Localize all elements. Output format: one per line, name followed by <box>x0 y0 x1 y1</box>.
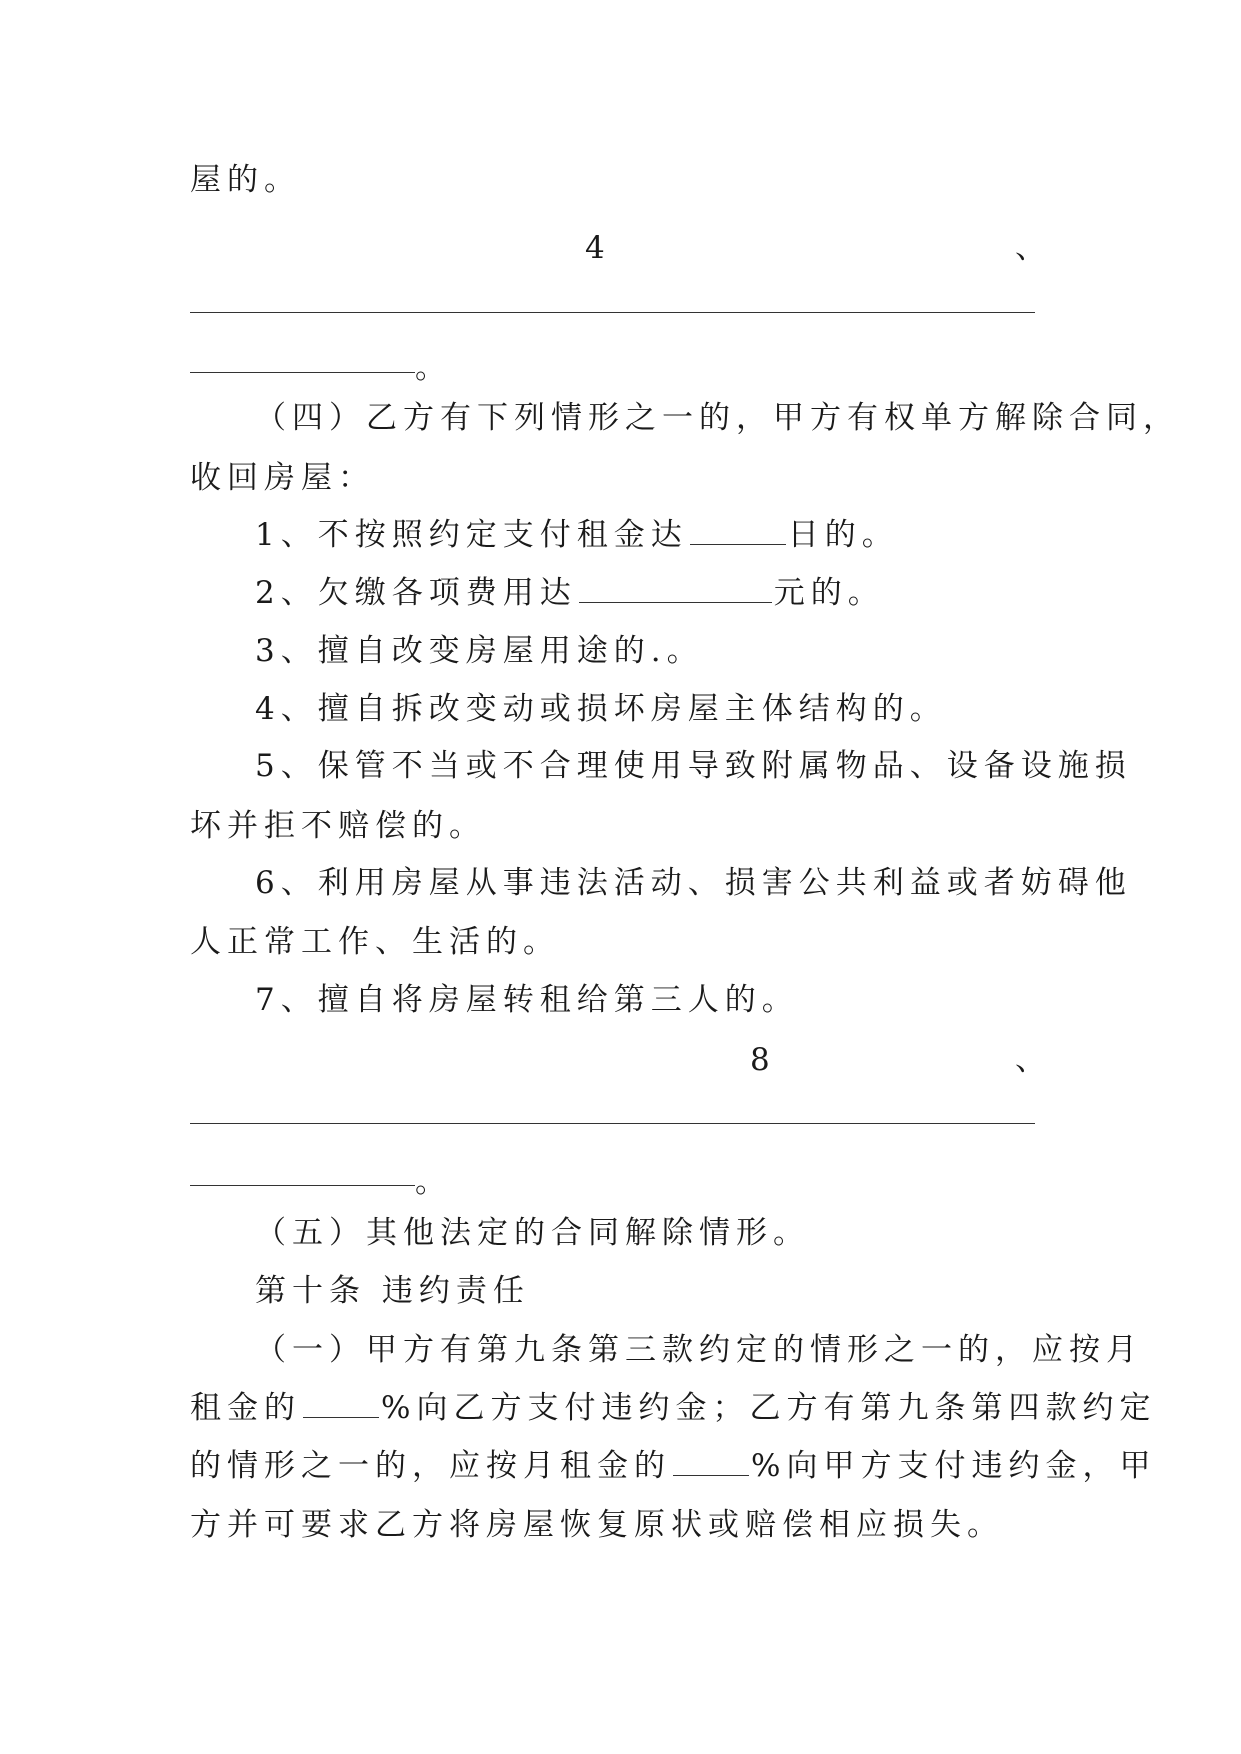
list-item: 2、欠缴各项费用达 元的。 <box>255 575 885 611</box>
fill-in-blank <box>673 1449 749 1476</box>
list-item: 7、擅自将房屋转租给第三人的。 <box>255 982 799 1018</box>
text-line: 屋的。 <box>190 162 301 198</box>
text-line: 。 <box>415 1164 452 1200</box>
article-heading: 第十条 违约责任 <box>255 1273 530 1309</box>
fill-in-line <box>190 372 415 373</box>
text-line: 收回房屋： <box>190 460 375 496</box>
text-line: 坏并拒不赔偿的。 <box>190 808 486 844</box>
item-separator: 、 <box>1015 1042 1052 1078</box>
fill-in-blank <box>303 1391 379 1418</box>
clause-heading: （一）甲方有第九条第三款约定的情形之一的，应按月 <box>255 1332 1143 1368</box>
fill-in-blank <box>579 576 772 603</box>
list-item: 4、擅自拆改变动或损坏房屋主体结构的。 <box>255 691 947 727</box>
list-item: 6、利用房屋从事违法活动、损害公共利益或者妨碍他 <box>255 865 1132 901</box>
list-item: 1、不按照约定支付租金达 日的。 <box>255 517 899 553</box>
text-line: 人正常工作、生活的。 <box>190 924 560 960</box>
text-line: 。 <box>415 350 452 386</box>
clause-heading: （五）其他法定的合同解除情形。 <box>255 1215 810 1251</box>
item-separator: 、 <box>1015 230 1052 266</box>
fill-in-blank <box>690 518 786 545</box>
fill-in-line <box>190 1123 1035 1124</box>
fill-in-line <box>190 1185 415 1186</box>
clause-heading: （四）乙方有下列情形之一的，甲方有权单方解除合同， <box>255 400 1180 436</box>
item-number: 4 <box>585 230 611 266</box>
list-item: 3、擅自改变房屋用途的.。 <box>255 633 704 669</box>
fill-in-line <box>190 312 1035 313</box>
text-line: 租金的 %向乙方支付违约金；乙方有第九条第四款约定 <box>190 1390 1157 1426</box>
item-number: 8 <box>750 1042 776 1078</box>
text-line: 的情形之一的，应按月租金的 %向甲方支付违约金，甲 <box>190 1448 1157 1484</box>
text-line: 方并可要求乙方将房屋恢复原状或赔偿相应损失。 <box>190 1507 1004 1543</box>
list-item: 5、保管不当或不合理使用导致附属物品、设备设施损 <box>255 748 1132 784</box>
